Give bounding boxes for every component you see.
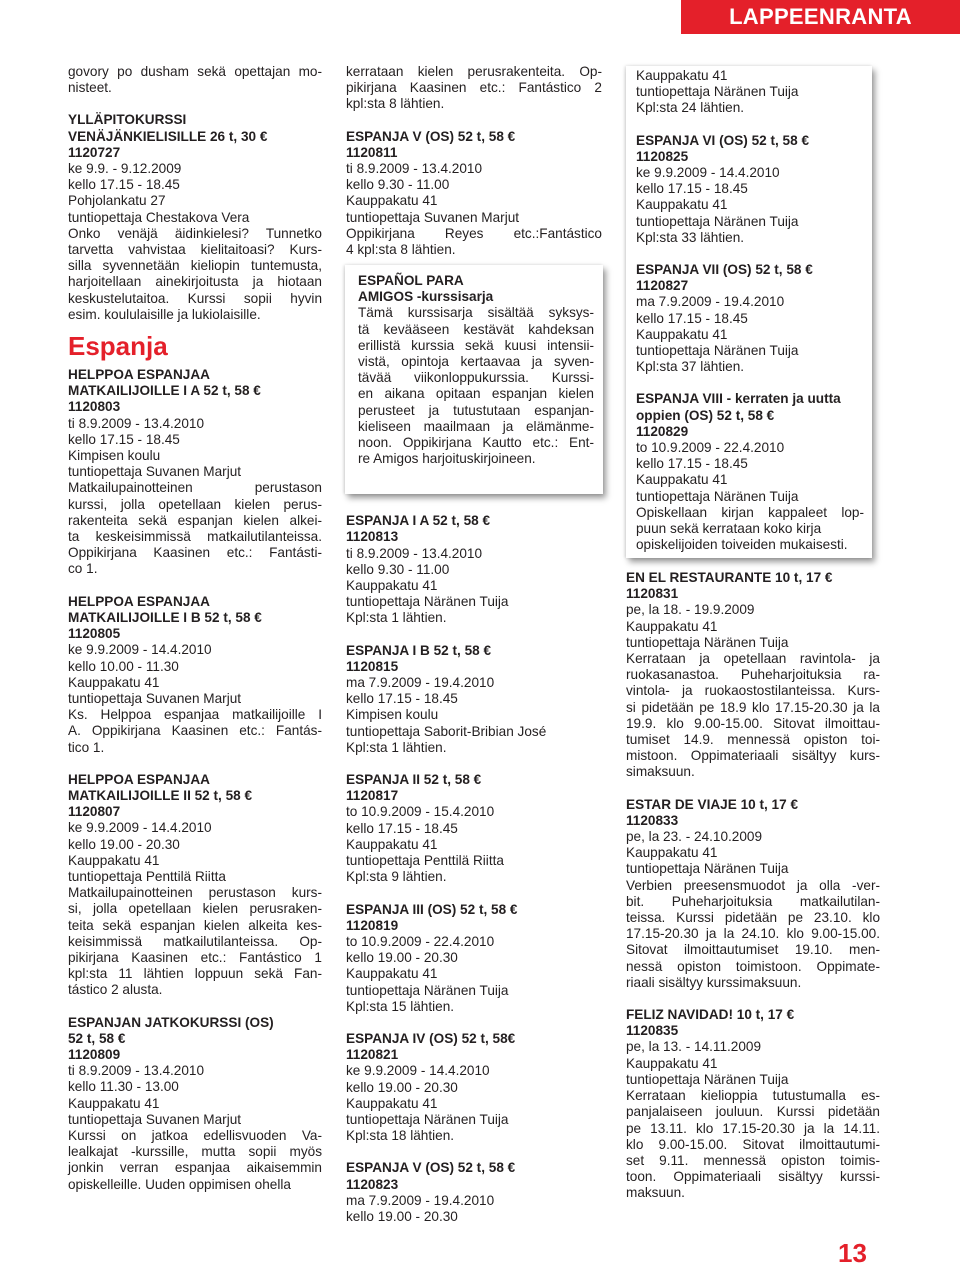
- text-line: tuntiopettaja Suvanen Marjut: [68, 464, 242, 480]
- text-line: kello 9.30 - 11.00: [346, 177, 450, 193]
- column-left: [68, 64, 322, 1193]
- text-line: Kauppakatu 41: [636, 326, 728, 342]
- course-1120823: [346, 1160, 602, 1225]
- text-line: si pidetään pe 18.9 klo 17.15-20.30 ja la: [626, 699, 880, 715]
- course-title-line: FELIZ NAVIDAD! 10 t, 17 €: [626, 1007, 795, 1023]
- text-line: Kpl:sta 15 lähtien.: [346, 998, 455, 1014]
- text-line: govory po dusham sekä opettajan mo-: [68, 64, 322, 79]
- text-line: Kpl:sta 1 lähtien.: [346, 610, 447, 626]
- text-line: kello 11.30 - 13.00: [68, 1079, 179, 1095]
- text-line: Oppikirjana Reyes etc.:Fantástico: [346, 225, 602, 241]
- text-line: Kauppakatu 41: [346, 578, 438, 594]
- course-title-line: ESPAÑOL PARA: [358, 273, 464, 288]
- course-title-line: 1120831: [626, 586, 679, 602]
- text-line: rakenteita sekä espanjan kielen alkei-: [68, 512, 322, 528]
- text-line: Kpl:sta 33 lähtien.: [636, 229, 745, 245]
- text-line: Kauppakatu 41: [636, 68, 728, 83]
- text-line: Kpl:sta 18 lähtien.: [346, 1128, 455, 1144]
- text-line: tarvetta vahvistaa kielitaitoasi? Kurs-: [68, 242, 322, 258]
- text-line: pe, la 13. - 14.11.2009: [626, 1039, 762, 1055]
- text-line: erillistä kurssia sekä kuusi intensii-: [358, 337, 594, 353]
- text-line: Ks. Helppoa espanjaa matkailijoille I: [68, 707, 322, 723]
- text-line: vintola- ja ruokaostostilanteissa. Kurs-: [626, 683, 880, 699]
- text-line: pe, la 18. - 19.9.2009: [626, 602, 755, 618]
- course-title-line: ESPANJA VI (OS) 52 t, 58 €: [636, 132, 810, 148]
- course-title-line: 1120835: [626, 1023, 679, 1039]
- text-line: Matkailupainotteinen perustason: [68, 480, 322, 496]
- course-title-line: ESPANJA II 52 t, 58 €: [346, 772, 482, 788]
- text-line: perusteet ja tutustutaan espanjan-: [358, 402, 594, 418]
- course-title-line: ESPANJA IV (OS) 52 t, 58€: [346, 1030, 516, 1046]
- text-line: pe, la 23. - 24.10.2009: [626, 829, 763, 845]
- text-line: 19.9. klo 9.00-15.00. Sitovat ilmoittau-: [626, 715, 880, 731]
- course-title-line: 1120823: [346, 1176, 399, 1192]
- course-title-line: 1120821: [346, 1047, 399, 1063]
- text-line: ta keskeisimmissä matkailutilanteissa.: [68, 529, 322, 545]
- text-line: riaali sisältyy kurssimaksuun.: [626, 974, 802, 990]
- text-line: noon. Oppikirjana Kautto etc.: Ent-: [358, 435, 594, 451]
- course-title-line: 1120805: [68, 626, 121, 642]
- text-line: Kauppakatu 41: [626, 845, 718, 861]
- course-title-line: MATKAILIJOILLE II 52 t, 58 €: [68, 787, 253, 803]
- course-title-line: HELPPOA ESPANJAA: [68, 593, 211, 609]
- course-title-line: 1120833: [626, 812, 679, 828]
- text-line: Kauppakatu 41: [346, 966, 438, 982]
- text-line: kieliseen maailmaan ja elämänme-: [358, 418, 594, 434]
- course-title-line: ESTAR DE VIAJE 10 t, 17 €: [626, 796, 798, 812]
- text-line: teita sekä espanjan kielen alkeita kes-: [68, 917, 322, 933]
- course-title-line: 1120817: [346, 788, 399, 804]
- text-line: jonkin verran espanjaa aikaisemmin: [68, 1160, 322, 1176]
- series-info-box: [345, 265, 603, 494]
- text-line: Kpl:sta 1 lähtien.: [346, 739, 447, 755]
- course-1120827: [636, 262, 864, 375]
- text-line: tuntiopettaja Näränen Tuija: [346, 982, 509, 998]
- text-line: kello 19.00 - 20.30: [346, 950, 458, 966]
- text-line: Kpl:sta 24 lähtien.: [636, 100, 745, 116]
- text-line: esim. koululaisille ja lukiolaisille.: [68, 306, 261, 322]
- text-line: Kauppakatu 41: [346, 836, 438, 852]
- course-1120835: [626, 1007, 880, 1201]
- course-title-line: 1120827: [636, 278, 689, 294]
- text-line: simaksuun.: [626, 764, 695, 780]
- text-line: tuntiopettaja Penttilä Riitta: [68, 868, 226, 884]
- text-line: to 10.9.2009 - 22.4.2010: [636, 440, 785, 456]
- text-line: Kauppakatu 41: [68, 852, 160, 868]
- text-line: tuntiopettaja Näränen Tuija: [636, 488, 799, 504]
- text-line: tuntiopettaja Näränen Tuija: [636, 213, 799, 229]
- course-title-line: MATKAILIJOILLE I A 52 t, 58 €: [68, 383, 261, 399]
- text-line: set 9.11. mennessä opiston toimis-: [626, 1152, 880, 1168]
- text-line: Kauppakatu 41: [636, 472, 728, 488]
- course-1120829: [636, 391, 864, 553]
- text-line: tuntiopettaja Näränen Tuija: [626, 634, 789, 650]
- text-line: Kimpisen koulu: [68, 448, 161, 464]
- course-title-line: ESPANJA VIII - kerraten ja uutta: [636, 391, 841, 407]
- text-line: pikirjana Kaasinen etc.: Fantástico 2: [346, 80, 602, 96]
- course-1120807: [68, 772, 322, 999]
- text-line: Kurssi on jatkoa edellisvuoden Va-: [68, 1127, 322, 1143]
- text-line: kello 17.15 - 18.45: [68, 177, 180, 193]
- course-title-line: YLLÄPITOKURSSI: [68, 112, 187, 128]
- text-line: ti 8.9.2009 - 13.4.2010: [68, 1063, 205, 1079]
- text-line: tástico 2 alusta.: [68, 982, 163, 998]
- section-header-tab: LAPPEENRANTA: [681, 0, 960, 34]
- text-line: ma 7.9.2009 - 19.4.2010: [636, 294, 785, 310]
- course-title-line: ESPANJAN JATKOKURSSI (OS): [68, 1014, 274, 1030]
- course-1120803: [68, 367, 322, 578]
- course-title-line: ESPANJA V (OS) 52 t, 58 €: [346, 128, 516, 144]
- column-middle: [346, 64, 602, 1225]
- text-line: Matkailupainotteinen perustason kurs-: [68, 885, 322, 901]
- text-line: tuntiopettaja Saborit-Bribian José: [346, 723, 547, 739]
- text-line: ke 9.9.2009 - 14.4.2010: [636, 165, 780, 181]
- text-line: toon. Oppimateriaali sisältyy kurssi-: [626, 1169, 880, 1185]
- text-line: ti 8.9.2009 - 13.4.2010: [346, 545, 483, 561]
- text-line: tä kevääseen kestävät kahdeksan: [358, 321, 594, 337]
- section-heading-espanja: Espanja: [68, 331, 168, 362]
- text-line: kello 17.15 - 18.45: [346, 820, 458, 836]
- text-line: Onko venäjä äidinkielesi? Tunnetko: [68, 225, 322, 241]
- course-1120833: [626, 797, 880, 991]
- text-line: si, jolla opetellaan kielen perusraken-: [68, 901, 322, 917]
- course-title-line: ESPANJA I A 52 t, 58 €: [346, 513, 491, 529]
- text-line: tuntiopettaja Chestakova Vera: [68, 209, 250, 225]
- course-1120831: [626, 570, 880, 781]
- course-title-line: ESPANJA I B 52 t, 58 €: [346, 642, 492, 658]
- course-title-line: ESPANJA V (OS) 52 t, 58 €: [346, 1160, 516, 1176]
- course-1120813: [346, 513, 602, 626]
- course-title-line: AMIGOS -kurssisarja: [358, 289, 494, 305]
- text-line: Kauppakatu 41: [626, 618, 718, 634]
- text-line: lealkajat -kurssille, mutta sopii myös: [68, 1144, 322, 1160]
- text-line: Opiskellaan kirjan kappaleet lop-: [636, 504, 864, 520]
- text-line: mistoon. Oppimateriaali sisältyy kurs-: [626, 748, 880, 764]
- course-1120817: [346, 772, 602, 885]
- course-1120805: [68, 594, 322, 756]
- course-title-line: MATKAILIJOILLE I B 52 t, 58 €: [68, 609, 262, 625]
- text-line: 4 kpl:sta 8 lähtien.: [346, 242, 456, 258]
- course-1120819: [346, 902, 602, 1015]
- course-1120811: [346, 129, 602, 259]
- text-line: tuntiopettaja Näränen Tuija: [626, 861, 789, 877]
- right-box: [626, 66, 872, 558]
- course-title-line: ESPANJA VII (OS) 52 t, 58 €: [636, 262, 813, 278]
- text-line: kpl:sta 8 lähtien.: [346, 96, 445, 112]
- text-line: Kauppakatu 41: [346, 1095, 438, 1111]
- text-line: Sitovat ilmoittautumiset 19.10. men-: [626, 942, 880, 958]
- course-title-line: 1120829: [636, 423, 689, 439]
- text-line: Kauppakatu 41: [68, 1095, 160, 1111]
- text-line: Kimpisen koulu: [346, 707, 439, 723]
- text-line: tuntiopettaja Suvanen Marjut: [68, 690, 242, 706]
- text-line: harjoitellaan ainekirjoitusta ja hiotaan: [68, 274, 322, 290]
- course-title-line: 1120727: [68, 144, 121, 160]
- course-title-line: VENÄJÄNKIELISILLE 26 t, 30 €: [68, 128, 268, 144]
- text-line: tuntiopettaja Penttilä Riitta: [346, 853, 504, 869]
- text-line: Pohjolankatu 27: [68, 193, 166, 209]
- text-line: Kerrataan ja opetellaan ravintola- ja: [626, 651, 880, 667]
- text-line: ke 9.9.2009 - 14.4.2010: [68, 820, 212, 836]
- text-line: puun sekä kerrataan koko kirja: [636, 521, 822, 537]
- course-venaja: [68, 112, 322, 323]
- text-line: Oppikirjana Kaasinen etc.: Fantásti-: [68, 545, 322, 561]
- text-line: opiskelleille. Uuden oppimisen ohella: [68, 1176, 291, 1192]
- text-line: ma 7.9.2009 - 19.4.2010: [346, 1192, 495, 1208]
- text-line: Kauppakatu 41: [346, 193, 438, 209]
- course-1120821: [346, 1031, 602, 1144]
- text-line: kello 19.00 - 20.30: [68, 836, 180, 852]
- text-line: Kauppakatu 41: [68, 674, 160, 690]
- text-line: klo 9.00-15.00. Sitovat ilmoittautumi-: [626, 1136, 880, 1152]
- text-line: Kauppakatu 41: [636, 197, 728, 213]
- text-line: Tämä kurssisarja sisältää syksys-: [358, 305, 594, 321]
- text-line: pikirjana Kaasinen etc.: Fantástico 1: [68, 949, 322, 965]
- course-title-line: 52 t, 58 €: [68, 1030, 126, 1046]
- text-line: re Amigos harjoituskirjoineen.: [358, 451, 536, 467]
- course-title-line: 1120807: [68, 804, 121, 820]
- text-line: kello 17.15 - 18.45: [68, 431, 180, 447]
- text-line: Kauppakatu 41: [626, 1055, 718, 1071]
- text-line: kello 17.15 - 18.45: [636, 456, 748, 472]
- text-line: opiskelijoiden toiveiden mukaisesti.: [636, 537, 848, 553]
- course-title-line: 1120815: [346, 658, 399, 674]
- text-line: silla syvennetään kieliopin tuntemusta,: [68, 258, 322, 274]
- course-1120815: [346, 643, 602, 756]
- text-line: tuntiopettaja Näränen Tuija: [346, 1111, 509, 1127]
- text-line: en aikana opitaan espanjan kielen: [358, 386, 594, 402]
- column-right: [626, 570, 880, 1202]
- text-line: tuntiopettaja Näränen Tuija: [346, 594, 509, 610]
- text-line: Verbien preesensmuodot ja olla -ver-: [626, 877, 880, 893]
- text-line: tuntiopettaja Suvanen Marjut: [68, 1111, 242, 1127]
- text-line: ke 9.9. - 9.12.2009: [68, 161, 182, 177]
- text-line: ma 7.9.2009 - 19.4.2010: [346, 675, 495, 691]
- text-line: ke 9.9.2009 - 14.4.2010: [68, 642, 212, 658]
- course-title-line: 1120819: [346, 917, 399, 933]
- text-line: kello 17.15 - 18.45: [636, 310, 748, 326]
- page-number: 13: [838, 1238, 867, 1268]
- text-line: to 10.9.2009 - 22.4.2010: [346, 933, 495, 949]
- text-line: co 1.: [68, 561, 98, 577]
- text-line: ti 8.9.2009 - 13.4.2010: [68, 415, 205, 431]
- course-title-line: 1120825: [636, 148, 689, 164]
- text-line: kello 17.15 - 18.45: [346, 691, 458, 707]
- course-title-line: HELPPOA ESPANJAA: [68, 367, 211, 383]
- text-line: tuntiopettaja Näränen Tuija: [636, 343, 799, 359]
- course-title-line: oppien (OS) 52 t, 58 €: [636, 407, 775, 423]
- text-line: kello 9.30 - 11.00: [346, 561, 450, 577]
- text-line: tuntiopettaja Näränen Tuija: [636, 84, 799, 100]
- text-line: vistä, opintoja kertaavaa ja syven-: [358, 354, 594, 370]
- text-line: pe 13.11. klo 17.15-20.30 ja la 14.11.: [626, 1120, 880, 1136]
- course-title-line: 1120803: [68, 399, 121, 415]
- text-line: bit. Puheharjoituksia matkailutilan-: [626, 893, 880, 909]
- text-line: nessä opiston toimistoon. Oppimate-: [626, 958, 880, 974]
- text-line: ke 9.9.2009 - 14.4.2010: [346, 1063, 490, 1079]
- intro-text: [68, 64, 322, 96]
- text-line: keskustelutaitoa. Kurssi sopii hyvin: [68, 290, 322, 306]
- text-line: A. Oppikirjana Kaasinen etc.: Fantás-: [68, 723, 322, 739]
- text-line: tävää viikonloppukurssia. Kurssi-: [358, 370, 594, 386]
- text-line: tuntiopettaja Näränen Tuija: [626, 1071, 789, 1087]
- text-line: tuntiopettaja Suvanen Marjut: [346, 209, 520, 225]
- course-title-line: 1120811: [346, 144, 398, 160]
- text-line: Kerrataan kielioppia tutustumalla es-: [626, 1088, 880, 1104]
- text-line: kello 17.15 - 18.45: [636, 181, 748, 197]
- text-line: ruokasanastoa. Puheharjoituksia ra-: [626, 667, 880, 683]
- course-1120809: [68, 1015, 322, 1193]
- text-line: nisteet.: [68, 80, 112, 96]
- text-line: kello 19.00 - 20.30: [346, 1208, 458, 1224]
- text-line: kerrataan kielen perusrakenteita. Op-: [346, 64, 602, 79]
- text-line: teissa. Kurssi pidetään pe 23.10. klo: [626, 910, 880, 926]
- text-line: keisimmissä matkailutilanteissa. Op-: [68, 933, 322, 949]
- text-line: kello 19.00 - 20.30: [346, 1079, 458, 1095]
- text-line: panjalaiseen jouluun. Kurssi pidetään: [626, 1104, 880, 1120]
- text-line: tico 1.: [68, 739, 105, 755]
- text-line: kurssi, jolla opetellaan kielen perus-: [68, 496, 322, 512]
- course-title-line: ESPANJA III (OS) 52 t, 58 €: [346, 901, 518, 917]
- course-title-line: HELPPOA ESPANJAA: [68, 771, 211, 787]
- text-line: kello 10.00 - 11.30: [68, 658, 179, 674]
- text-line: Kpl:sta 37 lähtien.: [636, 359, 745, 375]
- course-title-line: 1120809: [68, 1046, 121, 1062]
- box-continued-text: [636, 68, 864, 117]
- series-info: [358, 273, 594, 467]
- course-title-line: EN EL RESTAURANTE 10 t, 17 €: [626, 570, 833, 585]
- text-line: ti 8.9.2009 - 13.4.2010: [346, 161, 483, 177]
- text-line: to 10.9.2009 - 15.4.2010: [346, 804, 495, 820]
- course-1120825: [636, 133, 864, 246]
- text-line: tumiset 14.9. mennessä opiston toi-: [626, 732, 880, 748]
- continued-text: [346, 64, 602, 113]
- course-title-line: 1120813: [346, 529, 399, 545]
- text-line: Kpl:sta 9 lähtien.: [346, 869, 447, 885]
- text-line: maksuun.: [626, 1185, 685, 1201]
- text-line: 17.15-20.30 ja la 24.10. klo 9.00-15.00.: [626, 926, 880, 942]
- text-line: kpl:sta 11 lähtien loppuun sekä Fan-: [68, 966, 322, 982]
